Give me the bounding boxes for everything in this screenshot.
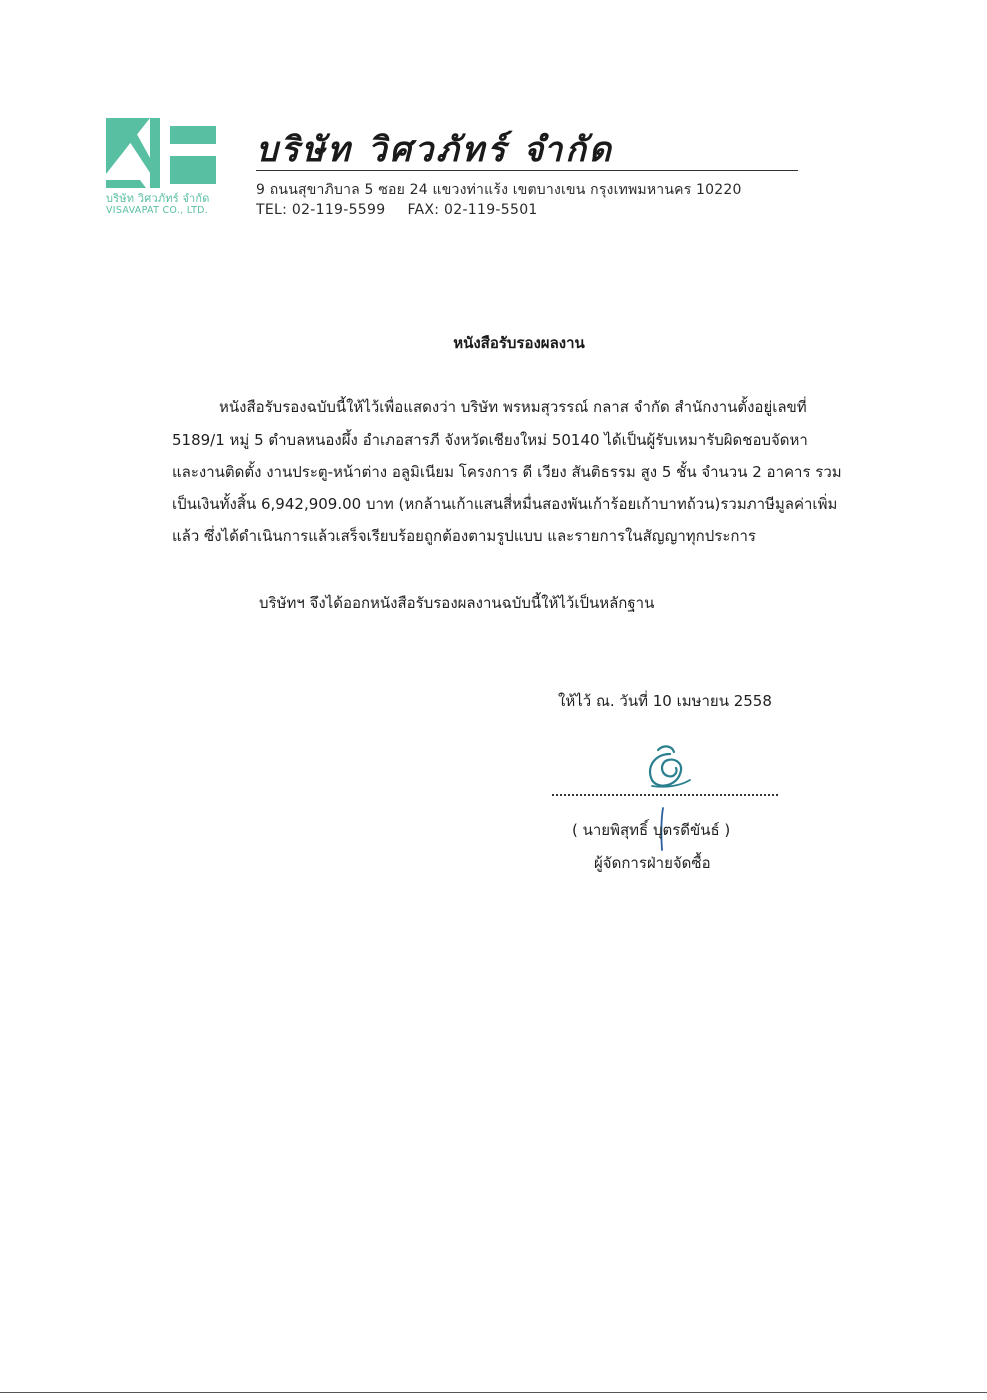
signer-name: ( นายพิสุทธิ์ บุตรดีขันธ์ ) [572, 821, 731, 839]
signer-title: ผู้จัดการฝ่ายจัดซื้อ [594, 854, 711, 872]
company-logo [106, 118, 216, 188]
logo-caption-english: VISAVAPAT CO., LTD. [106, 205, 209, 216]
closing-statement: บริษัทฯ จึงได้ออกหนังสือรับรองผลงานฉบับนี้ให้ไว้เป็นหลักฐาน [259, 594, 655, 612]
document-title: หนังสือรับรองผลงาน [453, 334, 585, 352]
body-line-5: แล้ว ซึ่งได้ดำเนินการแล้วเสร็จเรียบร้อยถูกต้องตามรูปแบบ และรายการในสัญญาทุกประการ [172, 527, 756, 545]
company-address: 9 ถนนสุขาภิบาล 5 ซอย 24 แขวงท่าแร้ง เขตบางเขน กรุงเทพมหานคร 10220 [256, 182, 742, 198]
body-line-1: หนังสือรับรองฉบับนี้ให้ไว้เพื่อแสดงว่า บริษัท พรหมสุวรรณ์ กลาส จำกัด สำนักงานตั้งอยู่เลขที่ [219, 398, 807, 416]
company-name: บริษัท วิศวภัทร์ จำกัด [256, 130, 614, 170]
body-line-3: และงานติดตั้ง งานประตู-หน้าต่าง อลูมิเนียม โครงการ ดี เวียง สันติธรรม สูง 5 ชั้น จำนวน 2 อาคาร รวม [172, 463, 842, 481]
logo-caption-thai: บริษัท วิศวภัทร์ จำกัด [106, 192, 210, 205]
signature-line [552, 794, 778, 796]
header-divider [256, 170, 798, 171]
issue-date: ให้ไว้ ณ. วันที่ 10 เมษายน 2558 [558, 692, 772, 710]
page-bottom-edge [0, 1392, 987, 1393]
company-contact [256, 202, 538, 218]
body-line-2: 5189/1 หมู่ 5 ตำบลหนองผึ้ง อำเภอสารภี จังหวัดเชียงใหม่ 50140 ได้เป็นผู้รับเหมารับผิดชอบจัดหา [172, 431, 808, 449]
company-fax: FAX: 02-119-5501 [407, 202, 538, 218]
body-line-4: เป็นเงินทั้งสิ้น 6,942,909.00 บาท (หกล้านเก้าแสนสี่หมื่นสองพันเก้าร้อยเก้าบาทถ้วน)รวมภาษีมูลค่าเพิ่ม [172, 495, 838, 513]
company-tel: TEL: 02-119-5599 [256, 202, 386, 218]
handwritten-signature [640, 742, 692, 792]
